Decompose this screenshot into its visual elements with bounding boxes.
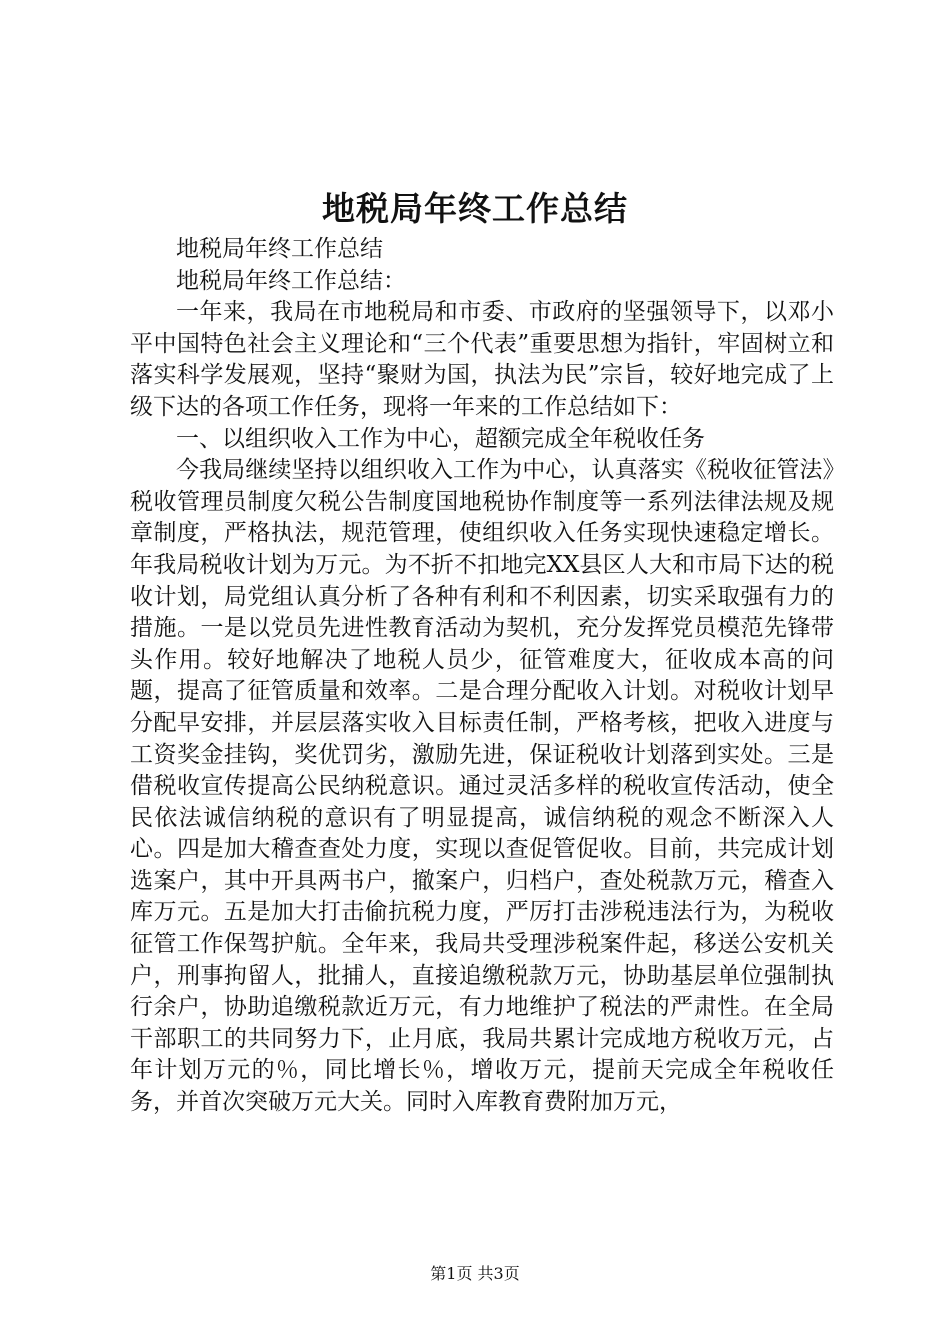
- document-title: 地税局年终工作总结: [322, 189, 628, 228]
- paragraph-section-1: 今我局继续坚持以组织收入工作为中心，认真落实《税收征管法》税收管理员制度欠税公告制度国地税协作制度等一系列法律法规及规章制度，严格执法，规范管理，使组织收入任务实现快速稳定增长。年我局税收计划为万元。为不折不扣地完XX县区人大和市局下达的税收计划，局党组认真分析了各种有利和不利因素，切实采取强有力的措施。一是以党员先进性教育活动为契机，充分发挥党员模范先锋带头作用。较好地解决了地税人员少，征管难度大，征收成本高的问题，提高了征管质量和效率。二是合理分配收入计划。对税收计划早分配早安排，并层层落实收入目标责任制，严格考核，把收入进度与工资奖金挂钩，奖优罚劣，激励先进，保证税收计划落到实处。三是借税收宣传提高公民纳税意识。通过灵活多样的税收宣传活动，使全民依法诚信纳税的意识有了明显提高，诚信纳税的观念不断深入人心。四是加大稽查查处力度，实现以查促管促收。目前，共完成计划选案户，其中开具两书户，撤案户，归档户，查处税款万元，稽查入库万元。五是加大打击偷抗税力度，严厉打击涉税违法行为，为税收征管工作保驾护航。全年来，我局共受理涉税案件起，移送公安机关户，刑事拘留人，批捕人，直接追缴税款万元，协助基层单位强制执行余户，协助追缴税款近万元，有力地维护了税法的严肃性。在全局干部职工的共同努力下，止月底，我局共累计完成地方税收万元，占年计划万元的％，同比增长％，增收万元，提前天完成全年税收任务，并首次突破万元大关。同时入库教育费附加万元，: [130, 457, 834, 1116]
- page-footer: 第1页 共3页: [430, 1264, 520, 1283]
- section-heading-1: 一、以组织收入工作为中心，超额完成全年税收任务: [176, 425, 705, 452]
- paragraph-heading: 地税局年终工作总结：: [176, 267, 406, 294]
- paragraph-intro: 一年来，我局在市地税局和市委、市政府的坚强领导下，以邓小平中国特色社会主义理论和“三个代表”重要思想为指针，牢固树立和落实科学发展观，坚持“聚财为国，执法为民”宗旨，较好地完成了上级下达的各项工作任务，现将一年来的工作总结如下：: [130, 299, 834, 420]
- document-body: [130, 234, 834, 1119]
- paragraph-subtitle: 地税局年终工作总结: [176, 236, 383, 262]
